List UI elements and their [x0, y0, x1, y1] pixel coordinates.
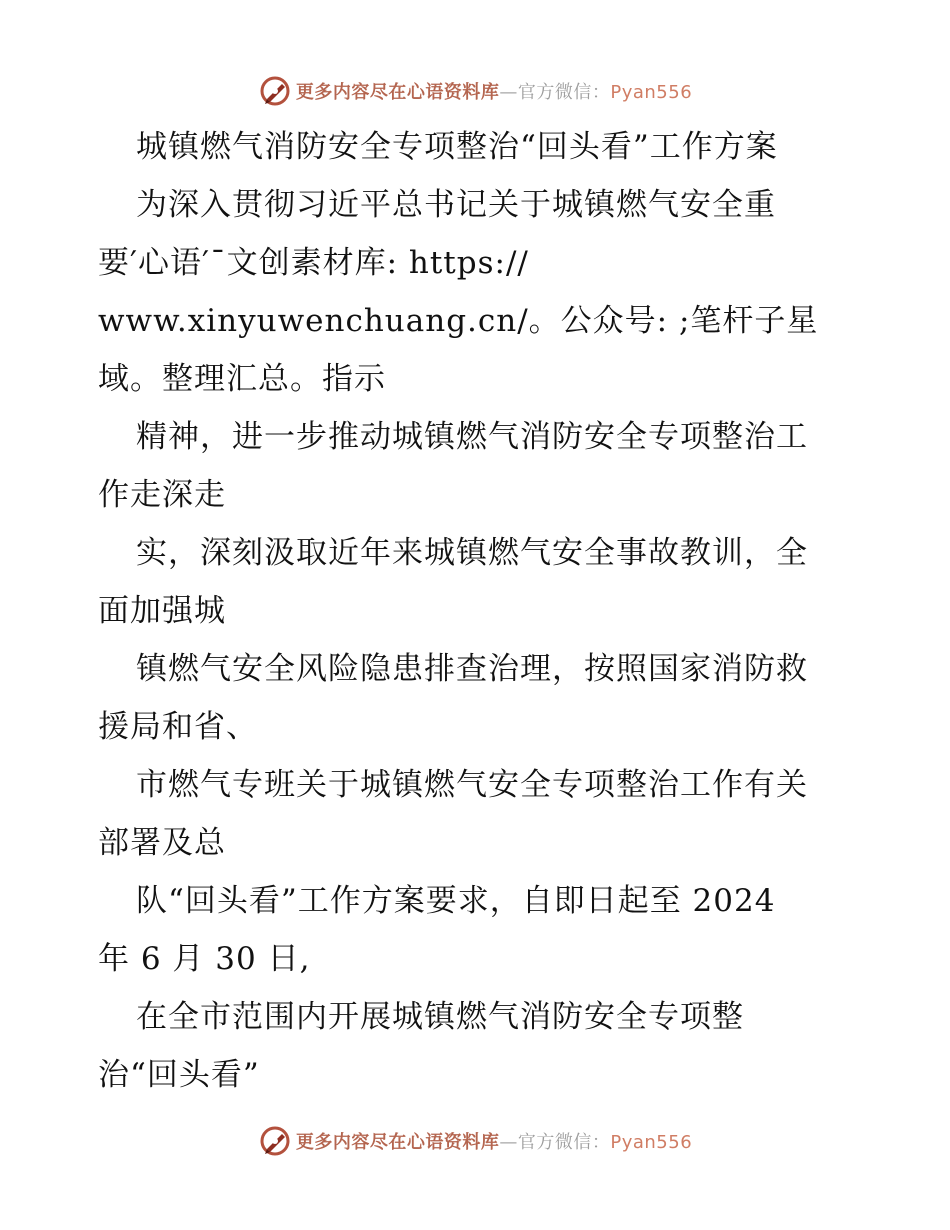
text-line: 治“回头看” [98, 1057, 260, 1093]
text-line: 作走深走 [98, 477, 226, 513]
watermark-text [296, 78, 692, 104]
watermark-handle: Pyan556 [610, 82, 693, 103]
text-line: 年 6 月 30 日, [98, 941, 311, 977]
text-line: 队“回头看”工作方案要求，自即日起至 2024 [136, 883, 776, 919]
text-line: 实，深刻汲取近年来城镇燃气安全事故教训，全 [136, 535, 808, 571]
watermark-separator: — [499, 1132, 518, 1153]
text-line: 在全市范围内开展城镇燃气消防安全专项整 [136, 999, 744, 1035]
text-line: 面加强城 [98, 593, 226, 629]
document-title: 城镇燃气消防安全专项整治“回头看”工作方案 [136, 129, 778, 165]
watermark-separator: — [499, 82, 518, 103]
text-line: www.xinyuwenchuang.cn/。公众号: ;笔杆子星 [98, 303, 819, 339]
text-line: 为深入贯彻习近平总书记关于城镇燃气安全重 [136, 187, 776, 223]
text-line: 援局和省、 [98, 709, 258, 745]
text-line: 镇燃气安全风险隐患排查治理，按照国家消防救 [136, 651, 808, 687]
watermark-middle: 官方微信： [517, 82, 611, 103]
watermark-text [296, 1128, 692, 1154]
watermark-handle: Pyan556 [610, 1132, 693, 1153]
watermark-prefix: 更多内容尽在心语资料库 [295, 82, 500, 103]
pen-logo-icon [258, 1124, 292, 1158]
text-line: 市燃气专班关于城镇燃气安全专项整治工作有关 [136, 767, 808, 803]
footer-watermark-banner [0, 1121, 950, 1161]
text-line: 要′心语′¯文创素材库: https:// [98, 245, 529, 281]
watermark-prefix: 更多内容尽在心语资料库 [295, 1132, 500, 1153]
text-line: 精神，进一步推动城镇燃气消防安全专项整治工 [136, 419, 808, 455]
watermark-middle: 官方微信： [517, 1132, 611, 1153]
header-watermark-banner [0, 71, 950, 111]
document-body [98, 118, 858, 1104]
text-line: 域。整理汇总。指示 [98, 361, 386, 397]
text-line: 部署及总 [98, 825, 226, 861]
pen-logo-icon [258, 74, 292, 108]
